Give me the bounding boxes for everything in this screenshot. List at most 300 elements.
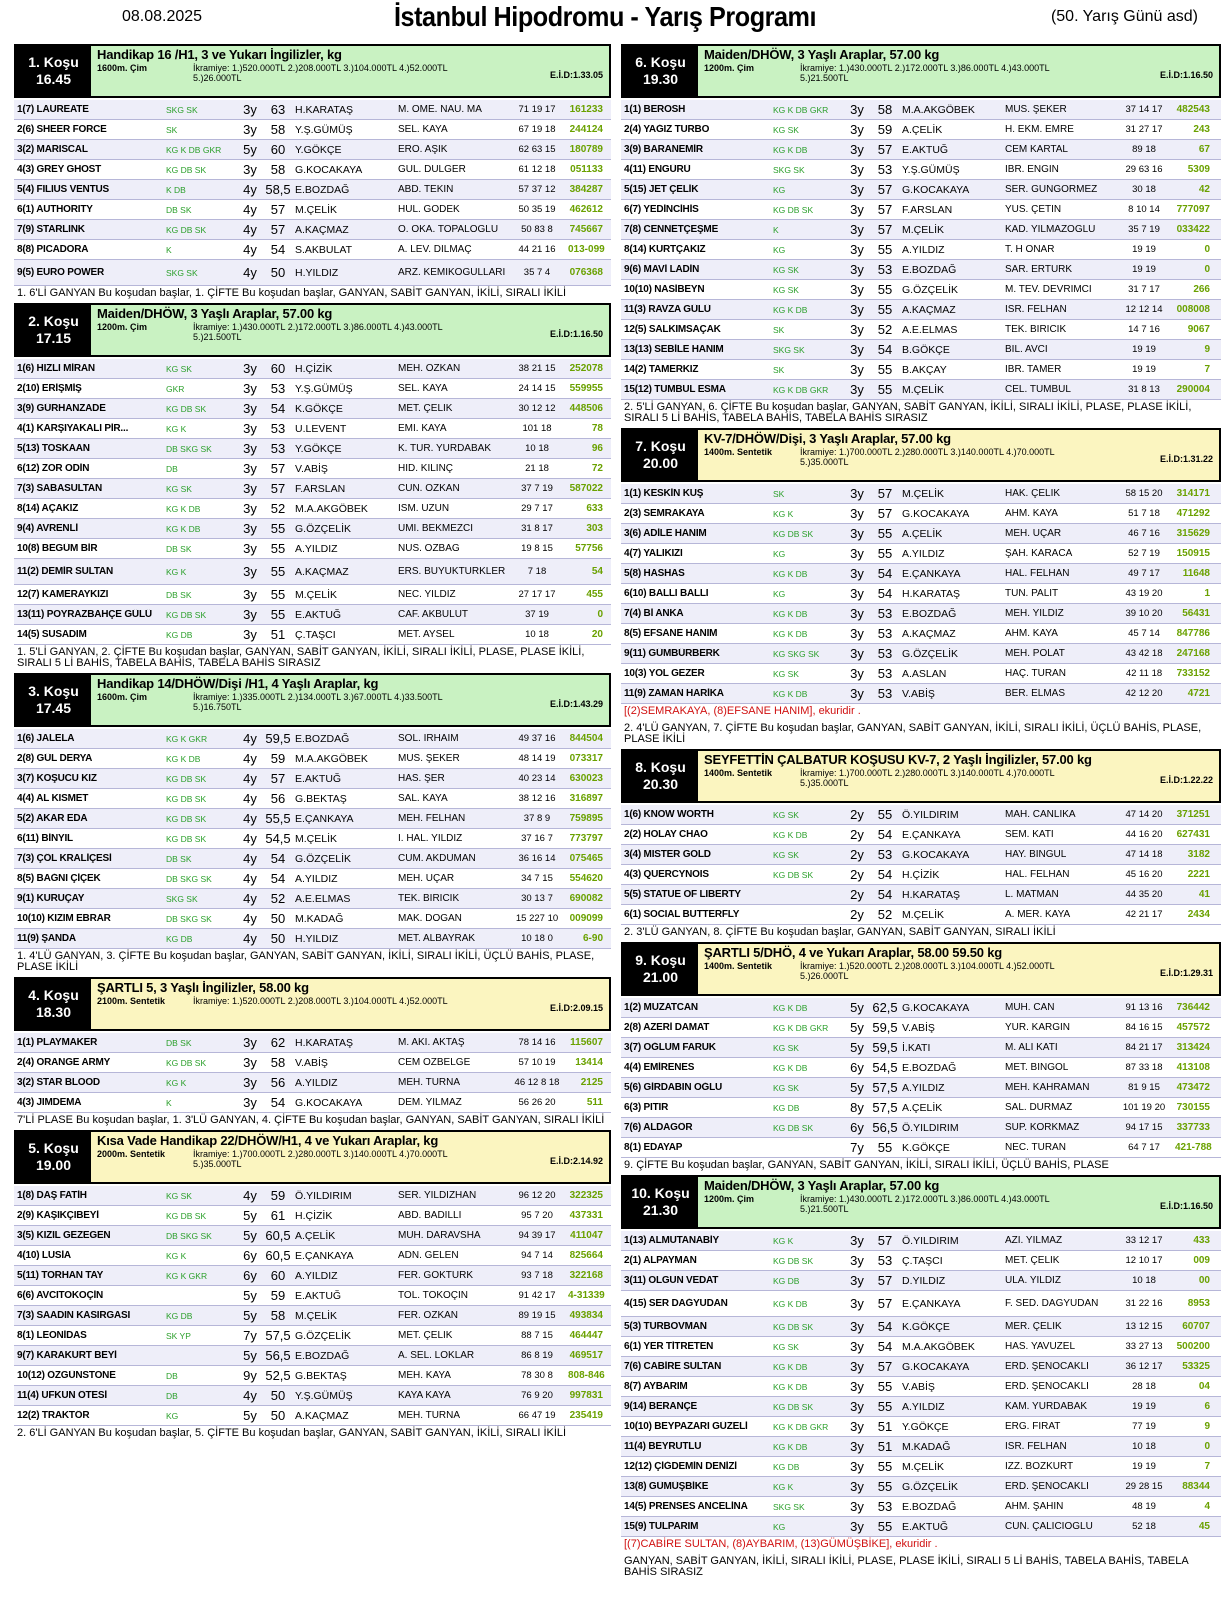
stats-a: 30 13	[521, 893, 545, 904]
last-results: 627431	[1176, 829, 1210, 840]
last-results: 457572	[1176, 1022, 1210, 1033]
table-row[interactable]	[621, 280, 1221, 300]
stats-a: 28 18	[1132, 1381, 1156, 1392]
race-distance: 2000m. Sentetik	[97, 1149, 166, 1159]
table-row[interactable]	[621, 524, 1221, 544]
table-row[interactable]	[14, 1346, 611, 1366]
owner-trainer: YUS. ÇETİN	[1005, 204, 1062, 215]
table-row[interactable]	[14, 399, 611, 419]
weight: 54	[877, 1339, 893, 1354]
last-results: 72	[591, 463, 603, 474]
horse-age: 6y	[243, 1248, 257, 1263]
stats-b: 14	[1151, 304, 1163, 315]
table-row[interactable]	[621, 1251, 1221, 1271]
last-results: 073317	[569, 753, 603, 764]
table-row[interactable]	[621, 998, 1221, 1018]
weight: 52	[270, 501, 286, 516]
jockey: A.KAÇMAZ	[902, 303, 956, 316]
horse-name: 6(3) PITIR	[624, 1102, 669, 1113]
stats-b: 15	[544, 363, 556, 374]
last-results: 2434	[1187, 909, 1210, 920]
race-number-box	[16, 979, 91, 1029]
jockey: M.ÇELİK	[295, 203, 338, 216]
stats-b: 18	[1145, 184, 1156, 195]
table-row[interactable]	[621, 504, 1221, 524]
race-details	[704, 961, 1213, 981]
weight: 55	[877, 362, 893, 377]
equipment: KG K DB	[773, 304, 808, 315]
stats-b: 17	[544, 1230, 556, 1241]
table-row[interactable]	[621, 584, 1221, 604]
horse-age: 2y	[850, 887, 864, 902]
table-row[interactable]	[14, 729, 611, 749]
table-row[interactable]	[14, 749, 611, 769]
stats	[1113, 164, 1175, 175]
owner-trainer: MET. ÇELİK	[398, 403, 453, 414]
equipment: DB SK	[166, 589, 192, 600]
last-results: 11648	[1182, 568, 1210, 579]
stats-a: 77 19	[1132, 1421, 1156, 1432]
last-results: 554620	[569, 873, 603, 884]
stats	[506, 793, 568, 804]
horse-name: 9(1) KURUÇAY	[17, 893, 85, 904]
table-row[interactable]	[621, 825, 1221, 845]
stats	[1113, 224, 1175, 235]
stats-b: 15	[542, 543, 553, 554]
equipment: KG K DB GKR	[773, 104, 829, 115]
table-row[interactable]	[621, 1138, 1221, 1158]
stats-b: 14	[542, 1250, 553, 1261]
race-info	[698, 1177, 1219, 1227]
table-row[interactable]	[621, 1477, 1221, 1497]
table-row[interactable]	[14, 585, 611, 605]
horse-age: 3y	[850, 382, 864, 397]
table-row[interactable]	[621, 140, 1221, 160]
weight: 56,5	[265, 1348, 291, 1363]
last-results: 4	[1204, 1501, 1210, 1512]
race-distance: 1400m. Sentetik	[704, 961, 773, 971]
horse-name: 15(12) TUMBUL ESMA	[624, 384, 726, 395]
table-row[interactable]	[621, 1377, 1221, 1397]
table-row[interactable]	[14, 180, 611, 200]
table-row[interactable]	[14, 1366, 611, 1386]
table-row[interactable]	[621, 1457, 1221, 1477]
table-row[interactable]	[621, 544, 1221, 564]
table-row[interactable]	[621, 1437, 1221, 1457]
weight: 55	[877, 1399, 893, 1414]
coupled-entry-warning: [(7)CABİRE SULTAN, (8)AYBARIM, (13)GÜMÜŞBİKE], ekuridir .	[624, 1538, 938, 1550]
weight: 53	[877, 646, 893, 661]
horse-age: 3y	[850, 1359, 864, 1374]
horse-name: 12(5) SALKIMSAÇAK	[624, 324, 721, 335]
stats-a: 51 7	[1128, 508, 1147, 519]
horse-name: 6(1) YER TİTRETEN	[624, 1341, 714, 1352]
weight: 54	[270, 242, 286, 257]
table-row[interactable]	[14, 1073, 611, 1093]
last-results: 759895	[569, 813, 603, 824]
equipment: K	[773, 224, 779, 235]
stats	[1113, 284, 1175, 295]
table-row[interactable]	[14, 605, 611, 625]
equipment: K	[166, 244, 172, 255]
table-row[interactable]	[621, 1291, 1221, 1317]
race-prize: İkramiye: 1.)700.000TL 2.)280.000TL 3.)140.000TL 4.)70.000TL 5.)35.000TL	[800, 447, 1055, 467]
stats-a: 31 8	[1128, 384, 1147, 395]
stats-b: 19	[542, 1350, 553, 1361]
table-row[interactable]	[621, 360, 1221, 380]
table-row[interactable]	[621, 100, 1221, 120]
jockey: G.ÖZÇELİK	[902, 1480, 959, 1493]
last-results: 997831	[569, 1390, 603, 1401]
table-row[interactable]	[621, 1337, 1221, 1357]
stats-b: 18	[1151, 668, 1163, 679]
horse-name: 8(1) EDAYAP	[624, 1142, 683, 1153]
weight: 57	[877, 506, 893, 521]
last-results: 290004	[1176, 384, 1210, 395]
jockey: Ö.YILDIRIM	[902, 1234, 959, 1247]
table-row[interactable]	[621, 845, 1221, 865]
horse-name: 2(4) YAĞIZ TURBO	[624, 124, 710, 135]
table-row[interactable]	[621, 1058, 1221, 1078]
table-row[interactable]	[14, 220, 611, 240]
table-row[interactable]	[621, 684, 1221, 704]
table-row[interactable]	[621, 604, 1221, 624]
table-row[interactable]	[14, 889, 611, 909]
table-row[interactable]	[621, 865, 1221, 885]
table-row[interactable]	[14, 1326, 611, 1346]
table-row[interactable]	[621, 240, 1221, 260]
horse-name: 4(7) YALIKIZI	[624, 548, 683, 559]
weight: 54	[877, 342, 893, 357]
table-row[interactable]	[14, 1033, 611, 1053]
equipment: KG DB SK	[773, 1122, 814, 1133]
weight: 57	[270, 222, 286, 237]
last-results: 825664	[569, 1250, 603, 1261]
table-row[interactable]	[621, 1357, 1221, 1377]
table-row[interactable]	[14, 1246, 611, 1266]
race-number-box	[623, 944, 698, 994]
horse-name: 8(8) PICADORA	[17, 244, 89, 255]
table-row[interactable]	[621, 805, 1221, 825]
last-results: 303	[586, 523, 603, 534]
race-time: 19.30	[642, 71, 679, 87]
table-row[interactable]	[621, 1078, 1221, 1098]
race-info	[91, 675, 609, 725]
jockey: Y.Ş.GÜMÜŞ	[902, 163, 960, 176]
table-row[interactable]	[621, 905, 1221, 925]
race-number: 4. Koşu	[28, 987, 79, 1003]
jockey: A.KAÇMAZ	[295, 1409, 349, 1422]
weight: 60	[270, 1268, 286, 1283]
table-row[interactable]	[621, 300, 1221, 320]
stats: 50 83 8	[521, 224, 553, 235]
table-row[interactable]	[621, 484, 1221, 504]
table-row[interactable]	[14, 559, 611, 585]
last-results: 384287	[569, 184, 603, 195]
horse-age: 3y	[850, 102, 864, 117]
stats-b: 19	[544, 1057, 556, 1068]
stats-b: 19	[1145, 364, 1156, 375]
table-row[interactable]	[621, 320, 1221, 340]
bet-types-note: 9. ÇİFTE Bu koşudan başlar, GANYAN, SABİT GANYAN, İKİLİ, SIRALI İKİLİ, ÜÇLÜ BAHİS, PLASE	[624, 1159, 1109, 1171]
last-results: 730155	[1176, 1102, 1210, 1113]
equipment: KG SK	[773, 1341, 799, 1352]
weight: 57	[877, 142, 893, 157]
owner-trainer: HAK. ÇELİK	[1005, 488, 1061, 499]
weight: 54	[877, 827, 893, 842]
table-row[interactable]	[621, 1517, 1221, 1537]
table-row[interactable]	[621, 260, 1221, 280]
stats-b: 20	[1151, 869, 1163, 880]
owner-trainer: MEH. KAHRAMAN	[1005, 1082, 1090, 1093]
table-row[interactable]	[621, 1098, 1221, 1118]
table-row[interactable]	[621, 624, 1221, 644]
table-row[interactable]	[14, 829, 611, 849]
weight: 58	[877, 102, 893, 117]
stats	[1113, 184, 1175, 195]
stats	[1113, 849, 1175, 860]
table-row[interactable]	[14, 1053, 611, 1073]
equipment: KG DB SK	[166, 813, 207, 824]
table-row[interactable]	[14, 1093, 611, 1113]
weight: 60,5	[265, 1248, 291, 1263]
equipment: KG SK	[166, 483, 192, 494]
table-row[interactable]	[14, 459, 611, 479]
horse-name: 9(14) BERANÇE	[624, 1401, 697, 1412]
table-row[interactable]	[621, 1231, 1221, 1251]
table-row[interactable]	[621, 340, 1221, 360]
table-row[interactable]	[14, 120, 611, 140]
table-row[interactable]	[14, 200, 611, 220]
owner-trainer: CÜN. ÖZKAN	[398, 483, 460, 494]
table-row[interactable]	[621, 1118, 1221, 1138]
race-number-box	[623, 46, 698, 96]
table-row[interactable]	[14, 909, 611, 929]
race-number-box	[623, 1177, 698, 1227]
equipment: SKG SK	[773, 1501, 805, 1512]
table-row[interactable]	[621, 885, 1221, 905]
table-row[interactable]	[621, 1497, 1221, 1517]
jockey: S.AKBULAT	[295, 243, 352, 256]
stats	[506, 523, 568, 534]
last-results: 0	[597, 609, 603, 620]
stats-a: 30 12	[518, 403, 543, 414]
stats-b: 15	[544, 1310, 556, 1321]
weight: 53	[877, 1253, 893, 1268]
table-row[interactable]	[621, 200, 1221, 220]
table-row[interactable]	[14, 379, 611, 399]
horse-name: 11(4) BEYRUTLU	[624, 1441, 702, 1452]
table-row[interactable]	[14, 929, 611, 949]
table-row[interactable]	[14, 160, 611, 180]
stats-b: 13	[1149, 384, 1160, 395]
table-row[interactable]	[14, 100, 611, 120]
stats-b: 19	[542, 483, 553, 494]
table-row[interactable]	[621, 1038, 1221, 1058]
table-row[interactable]	[14, 789, 611, 809]
last-results: 008008	[1176, 304, 1210, 315]
table-row[interactable]	[14, 1406, 611, 1426]
stats	[1113, 1122, 1175, 1133]
race-prize: İkramiye: 1.)335.000TL 2.)134.000TL 3.)67.000TL 4.)33.500TL 5.)16.750TL	[193, 692, 443, 712]
owner-trainer: TOL. TOKOÇİN	[398, 1290, 469, 1301]
stats-a: 29 63	[1125, 164, 1150, 175]
race-details	[704, 768, 1213, 788]
table-row[interactable]	[621, 644, 1221, 664]
table-row[interactable]	[14, 359, 611, 379]
table-row[interactable]	[14, 539, 611, 559]
table-row[interactable]	[14, 519, 611, 539]
stats	[1113, 869, 1175, 880]
table-row[interactable]	[14, 1286, 611, 1306]
stats	[506, 443, 568, 454]
stats-a: 43 19	[1125, 588, 1150, 599]
equipment: KG K DB GKR	[166, 144, 222, 155]
horse-name: 3(7) KOŞUCU KIZ	[17, 773, 97, 784]
table-row[interactable]	[14, 849, 611, 869]
race-number: 6. Koşu	[635, 54, 686, 70]
horse-age: 3y	[243, 627, 257, 642]
table-row[interactable]	[14, 419, 611, 439]
race-number: 9. Koşu	[635, 952, 686, 968]
table-row[interactable]	[621, 1317, 1221, 1337]
table-row[interactable]	[621, 1417, 1221, 1437]
table-row[interactable]	[621, 1018, 1221, 1038]
race-header	[14, 1130, 611, 1184]
table-row[interactable]	[14, 1186, 611, 1206]
stats	[1113, 809, 1175, 820]
horse-age: 4y	[243, 771, 257, 786]
weight: 50	[270, 265, 286, 280]
table-row[interactable]	[14, 479, 611, 499]
horse-age: 3y	[850, 566, 864, 581]
jockey: M.A.AKGÖBEK	[902, 1340, 975, 1353]
weight: 59	[270, 1288, 286, 1303]
horse-name: 2(8) GÜL DERYA	[17, 753, 93, 764]
table-row[interactable]	[14, 625, 611, 645]
table-row[interactable]	[621, 180, 1221, 200]
last-results: 773797	[569, 833, 603, 844]
table-row[interactable]	[14, 1226, 611, 1246]
stats-a: 14 7	[1128, 324, 1147, 335]
table-row[interactable]	[621, 220, 1221, 240]
owner-trainer: İ. HAL. YILDIZ	[398, 833, 463, 844]
last-results: 45	[1198, 1521, 1210, 1532]
stats-b: 9	[544, 813, 551, 824]
weight: 57	[877, 222, 893, 237]
table-row[interactable]	[14, 1386, 611, 1406]
horse-age: 3y	[243, 564, 257, 579]
owner-trainer: HID. KILINÇ	[398, 463, 454, 474]
last-results: 235419	[569, 1410, 603, 1421]
last-results: 8953	[1187, 1298, 1210, 1309]
last-results: 690082	[569, 893, 603, 904]
table-row[interactable]	[621, 380, 1221, 400]
horse-age: 4y	[243, 222, 257, 237]
table-row[interactable]	[621, 1397, 1221, 1417]
stats-a: 40 23	[518, 773, 543, 784]
equipment: KG DB SK	[773, 1255, 814, 1266]
table-row[interactable]	[621, 1271, 1221, 1291]
jockey: M.ÇELİK	[902, 223, 945, 236]
race-title: Maiden/DHÖW, 3 Yaşlı Araplar, 57.00 kg	[704, 47, 940, 62]
table-row[interactable]	[14, 869, 611, 889]
stats-a: 64	[1128, 1142, 1139, 1153]
jockey: İ.KATI	[902, 1041, 931, 1054]
stats	[1113, 528, 1175, 539]
stats-b: 16	[1149, 324, 1160, 335]
weight: 56,5	[872, 1120, 898, 1135]
last-results: 736442	[1176, 1002, 1210, 1013]
table-row[interactable]	[14, 439, 611, 459]
last-results: 243	[1193, 124, 1210, 135]
race-time: 17.45	[35, 700, 72, 716]
owner-trainer: MUH. DARAVSHA	[398, 1230, 481, 1241]
stats-b: 7	[547, 833, 553, 844]
table-row[interactable]	[14, 1306, 611, 1326]
horse-age: 3y	[850, 686, 864, 701]
jockey: M.KADAĞ	[295, 912, 344, 925]
stats	[506, 1370, 568, 1381]
stats	[506, 403, 568, 414]
horse-name: 14(2) TAMERKIZ	[624, 364, 699, 375]
jockey: M.ÇELİK	[295, 588, 338, 601]
jockey: G.ÖZÇELİK	[295, 852, 352, 865]
stats-a: 31 8	[521, 523, 540, 534]
jockey: G.ÖZÇELİK	[295, 522, 352, 535]
jockey: A.KAÇMAZ	[295, 565, 349, 578]
jockey: H.ÇİZİK	[902, 868, 940, 881]
stats-b: 20	[542, 1210, 553, 1221]
last-results: 464447	[569, 1330, 603, 1341]
weight: 52	[877, 322, 893, 337]
table-row[interactable]	[14, 140, 611, 160]
race-time: 20.00	[642, 455, 679, 471]
equipment: KG K	[773, 1481, 794, 1492]
table-row[interactable]	[621, 564, 1221, 584]
stats-a: 44 35	[1125, 889, 1150, 900]
table-row[interactable]	[621, 664, 1221, 684]
table-row[interactable]	[14, 1266, 611, 1286]
table-row[interactable]	[14, 499, 611, 519]
race-title: SEYFETTİN ÇALBATUR KOŞUSU KV-7, 2 Yaşlı İngilizler, 57.00 kg	[704, 752, 1092, 767]
horse-age: 5y	[243, 1208, 257, 1223]
owner-trainer: AHM. ŞAHİN	[1005, 1501, 1064, 1512]
table-row[interactable]	[14, 260, 611, 286]
stats: 57 37 12	[518, 184, 556, 195]
equipment: KG K	[166, 1077, 187, 1088]
owner-trainer: MER. ÇELİK	[1005, 1321, 1062, 1332]
last-results: 78	[591, 423, 603, 434]
stats	[1113, 1321, 1175, 1332]
jockey: G.ÖZÇELİK	[902, 283, 959, 296]
last-results: 9	[1204, 344, 1210, 355]
horse-age: 3y	[243, 162, 257, 177]
race-info	[698, 944, 1219, 994]
table-row[interactable]	[621, 160, 1221, 180]
table-row[interactable]	[14, 1206, 611, 1226]
stats-b: 19	[1149, 548, 1160, 559]
horse-name: 9(5) EURO POWER	[17, 267, 105, 278]
race-distance: 1400m. Sentetik	[704, 768, 773, 778]
race-header	[14, 977, 611, 1031]
owner-trainer: ERD. ŞENOCAKLI	[1005, 1481, 1089, 1492]
stats	[506, 1290, 568, 1301]
table-row[interactable]	[621, 120, 1221, 140]
table-row[interactable]	[14, 809, 611, 829]
table-row[interactable]	[14, 769, 611, 789]
table-row[interactable]	[14, 240, 611, 260]
